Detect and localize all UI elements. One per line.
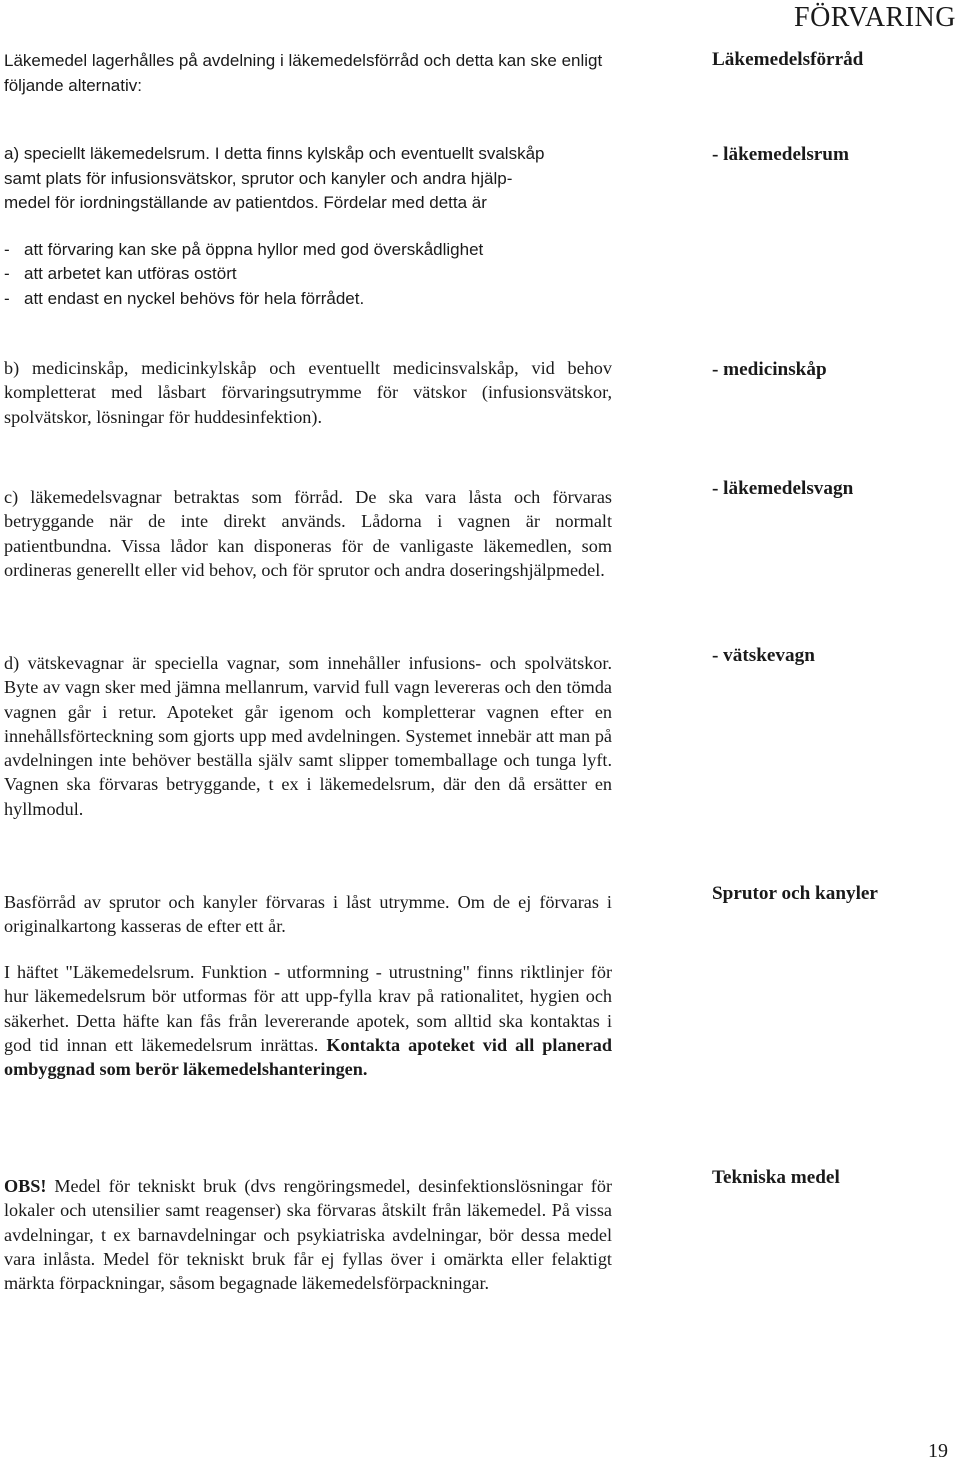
section-d: d) vätskevagnar är speciella vagnar, som innehåller infusions- och spolvätskor. Byte av vagn sker med jämna mellanrum, varvid full vagn levereras och den tömda vagnen går i retur. Apoteket går igenom och kompletterar vagnen efter en innehållsförteckning som gjorts upp med avdelningen. Systemet innebär att man på avdelningen inte behöver beställa själv samt slipper tomemballage och tunga lyft. Vagnen ska förvaras betryggande, t ex i läkemedelsrum, där den då ersätter en hyllmodul. <box>4 653 612 819</box>
list-item-text: att endast en nyckel behövs för hela förrådet. <box>24 288 365 308</box>
section-c: c) läkemedelsvagnar betraktas som förråd. De ska vara låsta och förvaras betryggande när de inte direkt används. Lådorna i vagnen är normalt patientbundna. Vissa lådor kan disponeras för de vanligaste läkemedlen, som ordineras generellt eller vid behov, och för sprutor och andra doseringshjälpmedel. <box>4 487 612 580</box>
bullet-dash: - <box>4 288 10 308</box>
section-a <box>4 142 612 311</box>
section-a-line-2: samt plats för infusionsvätskor, sprutor och kanyler och andra hjälp- <box>4 168 513 188</box>
side-heading-lakemedelsrum: - läkemedelsrum <box>712 144 849 165</box>
section-a-bullet-list <box>4 238 612 312</box>
obs-text: Medel för tekniskt bruk (dvs rengöringsmedel, desinfektionslösningar för lokaler och utensilier samt reagenser) ska förvaras åtskilt från läkemedel. På vissa avdelningar, t ex barnavdelningar och psykiatriska avdelningar, bör dessa medel vara inlåsta. Medel för tekniskt bruk får ej fyllas över i omärkta eller felaktigt märkta förpackningar, såsom begagnade läkemedelsförpackningar. <box>4 1176 612 1294</box>
obs-label: OBS! <box>4 1176 47 1196</box>
side-heading-medicinskap: - medicinskåp <box>712 359 827 380</box>
list-item-text: att arbetet kan utföras ostört <box>24 264 237 283</box>
section-a-line-3: medel för iordningställande av patientdos. Fördelar med detta är <box>4 193 487 212</box>
section-b: b) medicinskåp, medicinkylskåp och eventuellt medicinsvalskåp, vid behov kompletterat med låsbart förvaringsutrymme för vätskor (infusionsvätskor, spolvätskor, lösningar för huddesinfektion). <box>4 358 612 427</box>
bullet-dash: - <box>4 239 10 259</box>
haftet-text: I häftet "Läkemedelsrum. Funktion - utformning - utrustning" finns riktlinjer för hur läkemedelsrum bör utformas för att upp-fylla krav på rationalitet, hygien och säkerhet. Detta häfte kan fås från levererande apotek, som alltid ska kontaktas i god tid innan ett läkemedelsrum inrättas. <box>4 962 612 1055</box>
side-heading-vatskevagn: - vätskevagn <box>712 645 815 666</box>
intro-paragraph: Läkemedel lagerhålles på avdelning i läkemedelsförråd och detta kan ske enligt följande alternativ: <box>4 51 603 95</box>
list-item <box>4 238 612 263</box>
side-heading-tekniska-medel: Tekniska medel <box>712 1167 840 1188</box>
obs-paragraph <box>4 1174 612 1295</box>
page-title: FÖRVARING <box>794 2 956 33</box>
list-item <box>4 287 612 312</box>
side-heading-lakemedelsvagn: - läkemedelsvagn <box>712 478 854 499</box>
side-heading-lakemedelsforrad: Läkemedelsförråd <box>712 49 864 70</box>
list-item <box>4 262 612 287</box>
haftet-paragraph <box>4 960 612 1081</box>
section-a-line-1: a) speciellt läkemedelsrum. I detta finns kylskåp och eventuellt svalskåp <box>4 144 545 163</box>
bullet-dash: - <box>4 264 10 283</box>
list-item-text: att förvaring kan ske på öppna hyllor med god överskådlighet <box>24 239 484 259</box>
side-heading-sprutor: Sprutor och kanyler <box>712 883 878 904</box>
sprutor-paragraph: Basförråd av sprutor och kanyler förvaras i låst utrymme. Om de ej förvaras i originalkartong kasseras de efter ett år. <box>4 892 612 937</box>
page-number: 19 <box>928 1440 948 1462</box>
haftet-bold-notice: Kontakta apoteket vid all planerad ombyggnad som berör läkemedelshanteringen. <box>4 1034 613 1080</box>
